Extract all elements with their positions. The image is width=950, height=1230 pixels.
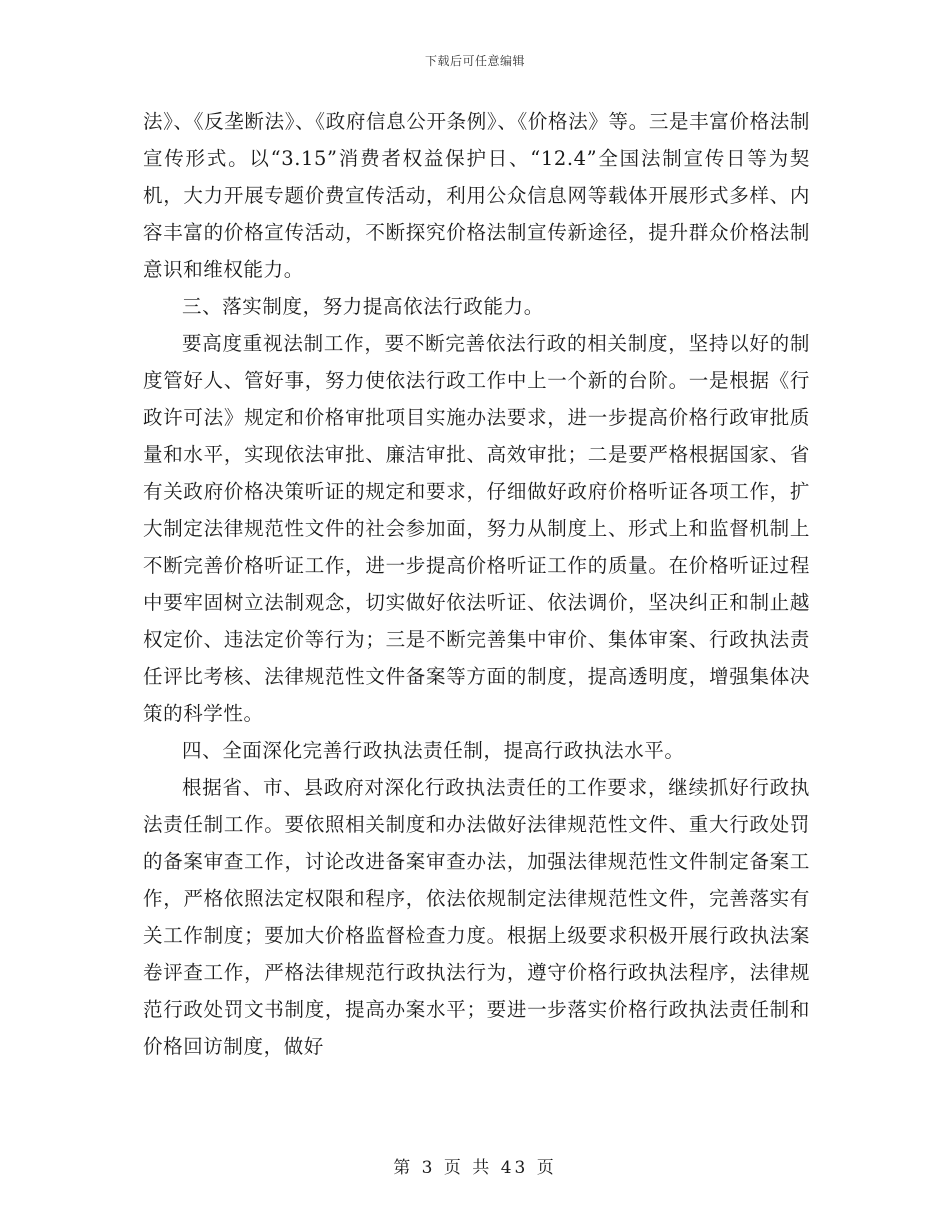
paragraph-5: 根据省、市、县政府对深化行政执法责任的工作要求，继续抓好行政执法责任制工作。要依照相关制度和办法做好法律规范性文件、重大行政处罚的备案审查工作，讨论改进备案审查办法，加强法律规范性文件制定备案工作，严格依照法定权限和程序，依法依规制定法律规范性文件，完善落实有关工作制度；要加大价格监督检查力度。根据上级要求积极开展行政执法案卷评查工作，严格法律规范行政执法行为，遵守价格行政执法程序，法律规范行政处罚文书制度，提高办案水平；要进一步落实价格行政执法责任制和价格回访制度，做好 [143, 776, 810, 1058]
paragraph-1: 法》、《反垄断法》、《政府信息公开条例》、《价格法》等。三是丰富价格法制宣传形式。以“3.15”消费者权益保护日、“12.4”全国法制宣传日等为契机，大力开展专题价费宣传活动，利用公众信息网等载体开展形式多样、内容丰富的价格宣传活动，不断探究价格法制宣传新途径，提升群众价格法制意识和维权能力。 [143, 110, 810, 281]
page-header: 下载后可任意编辑 [424, 54, 525, 68]
document-body [143, 103, 810, 1065]
paragraph-3: 要高度重视法制工作，要不断完善依法行政的相关制度，坚持以好的制度管好人、管好事，努力使依法行政工作中上一个新的台阶。一是根据《行政许可法》规定和价格审批项目实施办法要求，进一步提高价格行政审批质量和水平，实现依法审批、廉洁审批、高效审批；二是要严格根据国家、省有关政府价格决策听证的规定和要求，仔细做好政府价格听证各项工作，扩大制定法律规范性文件的社会参加面，努力从制度上、形式上和监督机制上不断完善价格听证工作，进一步提高价格听证工作的质量。在价格听证过程中要牢固树立法制观念，切实做好依法听证、依法调价，坚决纠正和制止越权定价、违法定价等行为；三是不断完善集中审价、集体审案、行政执法责任评比考核、法律规范性文件备案等方面的制度，提高透明度，增强集体决策的科学性。 [143, 332, 810, 725]
section-heading-3: 三、落实制度，努力提高依法行政能力。 [182, 295, 544, 318]
page-number-footer: 第 3 页 共 43 页 [393, 1158, 557, 1178]
section-heading-4: 四、全面深化完善行政执法责任制，提高行政执法水平。 [182, 739, 685, 762]
